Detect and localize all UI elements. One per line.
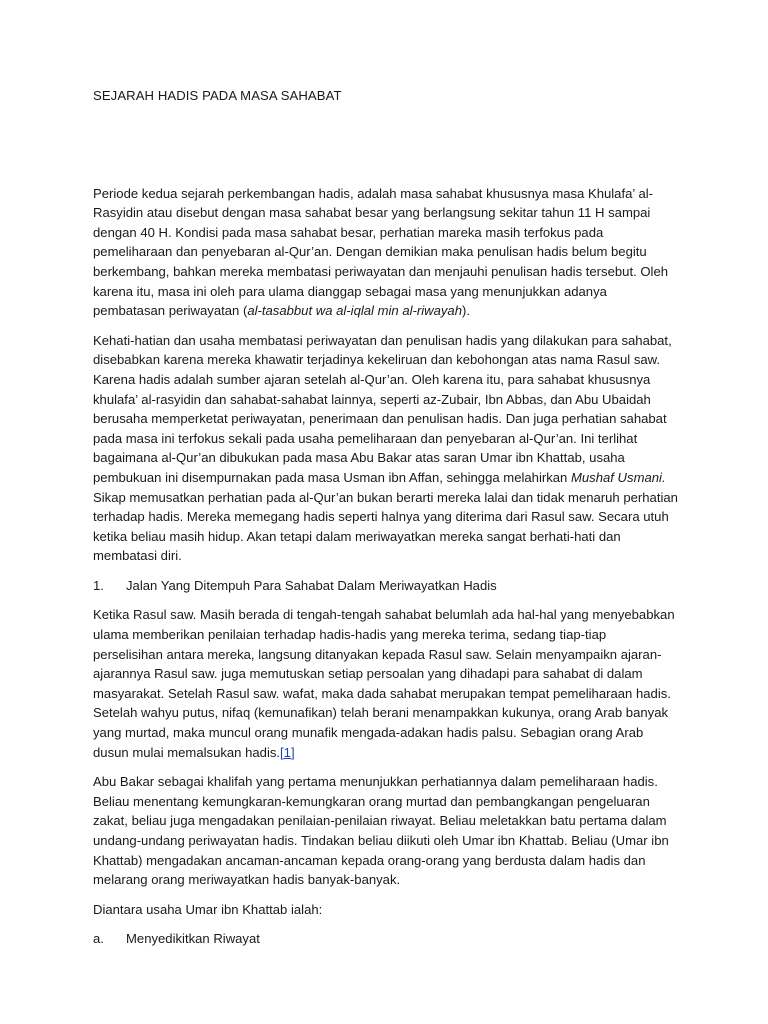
paragraph-2-text: Kehati-hatian dan usaha membatasi periwayatan dan penulisan hadis yang dilakukan para sahabat, disebabkan karena mereka khawatir terjadinya kekeliruan dan kebohongan atas nama Rasul saw. Karena hadis adalah sumber ajaran setelah al-Qur’an. Oleh karena itu, para sahabat khususnya khulafa’ al-rasyidin dan sahabat-sahabat lainnya, seperti az-Zubair, Ibn Abbas, dan Abu Ubaidah berusaha memperketat periwayatan, penerimaan dan penulisan hadis. Dan juga perhatian sahabat pada masa ini terfokus sekali pada usaha pemeliharaan dan penyebaran al-Qur’an. Ini terlihat bagaimana al-Qur’an dibukukan pada masa Abu Bakar atas saran Umar ibn Khattab, usaha pembukuan ini disempurnakan pada masa Usman ibn Affan, sehingga melahirkan	[93, 332, 672, 485]
document-title: SEJARAH HADIS PADA MASA SAHABAT	[93, 88, 342, 103]
paragraph-2-italic: Mushaf Usmani.	[570, 469, 666, 485]
paragraph-2	[93, 331, 678, 566]
paragraph-4-text: Abu Bakar sebagai khalifah yang pertama menunjukkan perhatiannya dalam pemeliharaan hadis. Beliau menentang kemungkaran-kemungkaran orang murtad dan pembangkangan pengeluaran zakat, beliau juga mengadakan penilaian-penilaian riwayat. Beliau meletakkan batu pertama dalam undang-undang periwayatan hadis. Tindakan beliau diikuti oleh Umar ibn Khattab. Beliau (Umar ibn Khattab) mengadakan ancaman-ancaman kepada orang-orang yang berdusta dalam hadis dan melarang orang meriwayatkan hadis banyak-banyak.	[93, 774, 669, 888]
paragraph-5-text: Diantara usaha Umar ibn Khattab ialah:	[93, 901, 323, 917]
list-item-text: Menyedikitkan Riwayat	[126, 931, 260, 947]
paragraph-3	[93, 605, 678, 762]
numbered-heading-1	[93, 576, 678, 596]
list-item-text: Jalan Yang Ditempuh Para Sahabat Dalam Meriwayatkan Hadis	[126, 577, 497, 593]
paragraph-1	[93, 184, 678, 321]
document-body	[93, 86, 678, 959]
paragraph-3-text: Ketika Rasul saw. Masih berada di tengah-tengah sahabat belumlah ada hal-hal yang menyebabkan ulama memberikan penilaian terhadap hadis-hadis yang mereka terima, sedang tiap-tiap perselisihan antara mereka, langsung ditanyakan kepada Rasul saw. Selain menyampaikn ajaran-ajarannya Rasul saw. juga memutuskan setiap persoalan yang dihadapi para sahabat di dalam masyarakat. Setelah Rasul saw. wafat, maka dada sahabat merupakan tempat pemeliharaan hadis. Setelah wahyu putus, nifaq (kemunafikan) telah berani menampakkan kukunya, orang Arab banyak yang murtad, maka muncul orang munafik mengada-adakan hadis palsu. Sebagian orang Arab dusun mulai memalsukan hadis.	[93, 607, 675, 760]
paragraph-1-after: ).	[462, 303, 470, 319]
lettered-heading-a	[93, 929, 678, 949]
list-marker: a.	[93, 931, 104, 947]
footnote-link[interactable]: [1]	[280, 744, 295, 760]
paragraph-4	[93, 772, 678, 890]
paragraph-5	[93, 900, 678, 920]
paragraph-2-after: Sikap memusatkan perhatian pada al-Qur’an bukan berarti mereka lalai dan tidak menaruh perhatian terhadap hadis. Mereka memegang hadis seperti halnya yang diterima dari Rasul saw. Secara utuh ketika beliau masih hidup. Akan tetapi dalam meriwayatkan mereka sangat berhati-hati dan membatasi diri.	[93, 489, 678, 564]
list-marker: 1.	[93, 577, 104, 593]
paragraph-1-italic: al-tasabbut wa al-iqlal min al-riwayah	[247, 303, 462, 319]
paragraph-1-text: Periode kedua sejarah perkembangan hadis, adalah masa sahabat khususnya masa Khulafa’ al-Rasyidin atau disebut dengan masa sahabat besar yang berlangsung sekitar tahun 11 H sampai dengan 40 H. Kondisi pada masa sahabat besar, perhatian mareka masih terfokus pada pemeliharaan dan penyebaran al-Qur’an. Dengan demikian maka penulisan hadis belum begitu berkembang, bahkan mereka membatasi periwayatan dan menjauhi penulisan hadis tersebut. Oleh karena itu, masa ini oleh para ulama dianggap sebagai masa yang menunjukkan adanya pembatasan periwayatan (	[93, 185, 669, 319]
